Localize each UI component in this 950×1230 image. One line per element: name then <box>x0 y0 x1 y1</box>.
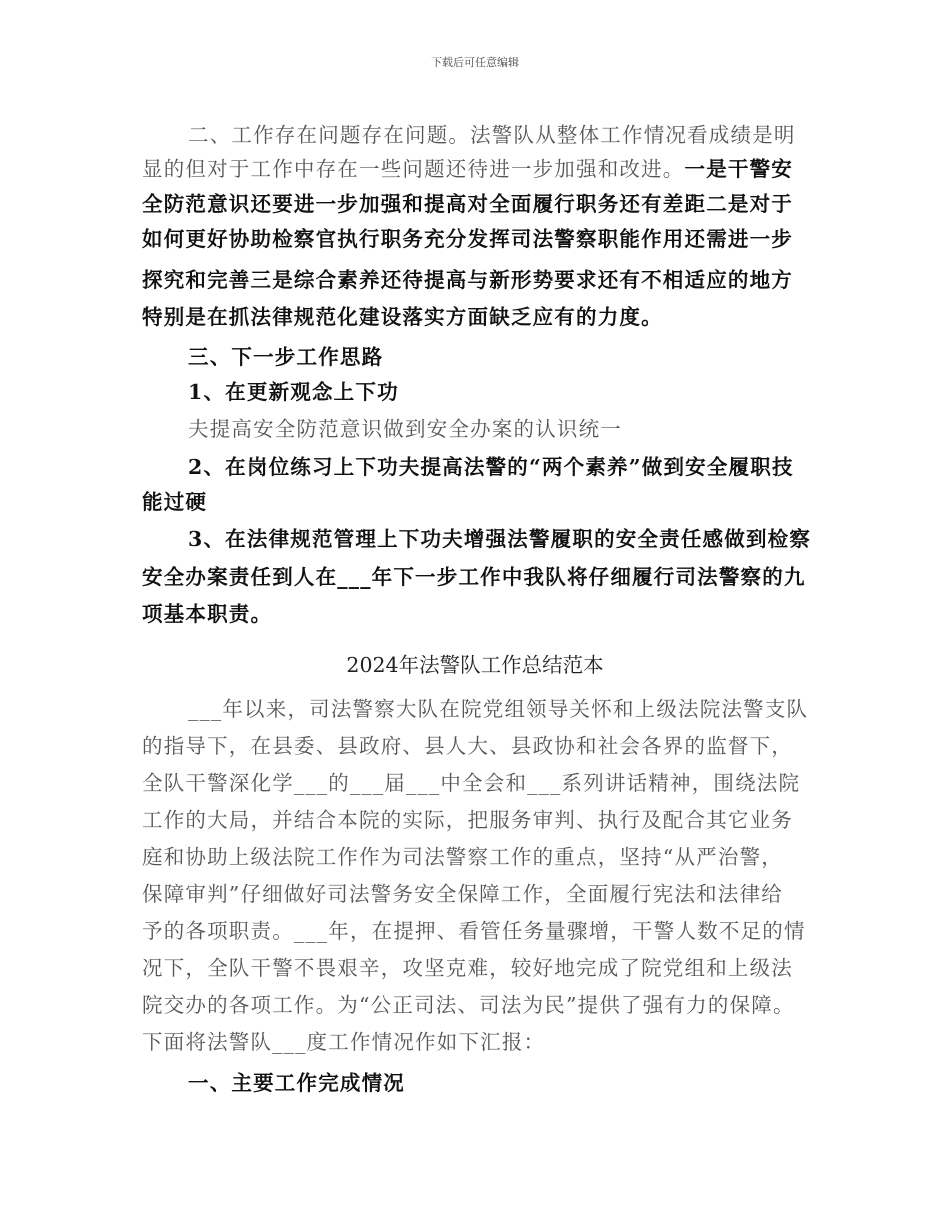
list-item-text: 项基本职责。 <box>142 602 273 626</box>
paragraph-line: ___年以来，司法警察大队在院党组领导关怀和上级法院法警支队 <box>188 697 809 721</box>
paragraph-line: 院交办的各项工作。为“公正司法、司法为民”提供了强有力的保障。 <box>142 993 795 1017</box>
paragraph-line: 工作的大局，并结合本院的实际，把服务审判、执行及配合其它业务 <box>142 808 793 832</box>
list-item: 2、在岗位练习上下功夫提高法警的“两个素养”做到安全履职技 <box>188 455 794 479</box>
paragraph-line: 保障审判”仔细做好司法警务安全保障工作，全面履行宪法和法律给 <box>142 882 783 906</box>
section-heading: 三、下一步工作思路 <box>188 345 384 369</box>
paragraph-text: 显的但对于工作中存在一些问题还待进一步加强和改进。 <box>142 157 685 181</box>
paragraph-line: 予的各项职责。___年，在提押、看管任务量骤增，干警人数不足的情 <box>142 919 806 943</box>
list-item-text: 能过硬 <box>142 490 208 514</box>
paragraph-line: 特别是在抓法律规范化建设落实方面缺乏应有的力度。 <box>142 305 663 329</box>
paragraph-line: 探究和完善三是综合素养还待提高与新形势要求还有不相适应的地方 <box>142 268 793 292</box>
paragraph-line: 如何更好协助检察官执行职务充分发挥司法警察职能作用还需进一步 <box>142 227 793 251</box>
paragraph-line: 的指导下，在县委、县政府、县人大、县政协和社会各界的监督下， <box>142 734 793 758</box>
list-item-text: 安全办案责任到人在___年下一步工作中我队将仔细履行司法警察的九 <box>142 565 806 589</box>
paragraph-line: 二、工作存在问题存在问题。法警队从整体工作情况看成绩是明 <box>188 123 796 147</box>
paragraph-line: 庭和协助上级法院工作作为司法警察工作的重点，坚持“从严治警， <box>142 845 783 869</box>
paragraph-line: 下面将法警队___度工作情况作如下汇报： <box>142 1030 546 1054</box>
list-item: 3、在法律规范管理上下功夫增强法警履职的安全责任感做到检察 <box>188 527 812 551</box>
page-header: 下载后可任意编辑 <box>431 56 519 69</box>
paragraph-line <box>142 152 793 182</box>
paragraph-text-bold: 一是干警安 <box>684 157 793 181</box>
paragraph-line: 全防范意识还要进一步加强和提高对全面履行职务还有差距二是对于 <box>142 192 793 216</box>
paragraph-line: 况下，全队干警不畏艰辛，攻坚克难，较好地完成了院党组和上级法 <box>142 956 793 980</box>
list-item: 1、在更新观念上下功 <box>188 380 399 404</box>
section-heading: 一、主要工作完成情况 <box>188 1071 405 1095</box>
document-title: 2024年法警队工作总结范本 <box>346 653 604 677</box>
paragraph-line: 全队干警深化学___的___届___中全会和___系列讲话精神，围绕法院 <box>142 771 801 795</box>
list-item-text: 夫提高安全防范意识做到安全办案的认识统一 <box>188 417 622 441</box>
